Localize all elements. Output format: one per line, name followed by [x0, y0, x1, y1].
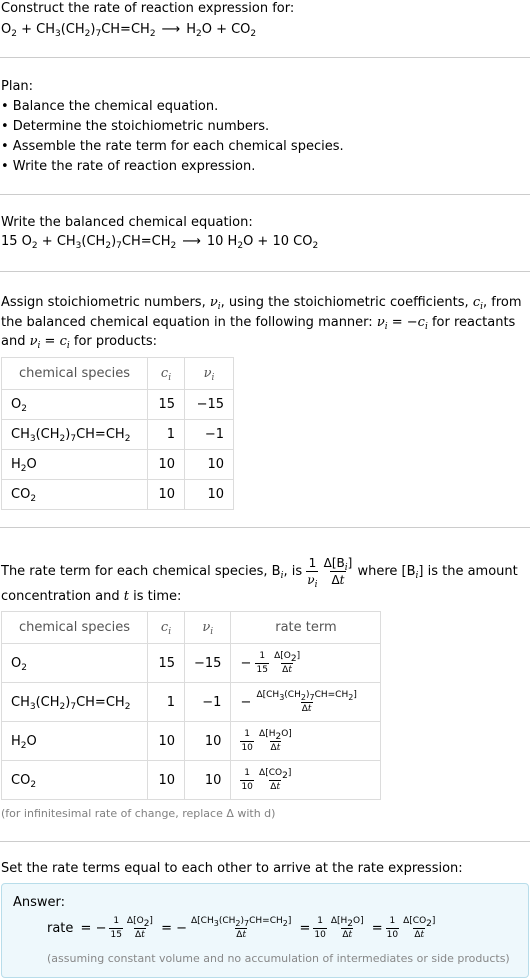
rate-term-text: The rate term for each chemical species, $B_i$, is $\frac{1}{\nu_i}$ $\frac{\Delta[B_i]}{\Delta t}$ where $[B_i]$ is the amount [1, 556, 518, 590]
rate-expression: rate = − $\frac{1}{15}$ $\frac{\Delta[O_2]}{\Delta t}$ = − $\frac{\Delta[CH_3(CH_2)_7CH=CH_2]}{\Delta t}$ = $\frac{1}{10}$ $\frac{\Delta[H_2O]}{\Delta t}$ = $\frac{1}{10}$ $\frac{\Delta[CO_2]}{\Delta t}$ [47, 916, 436, 940]
table-row [2, 450, 234, 480]
c-cell: 15 [148, 644, 185, 683]
nu-cell: 10 [185, 722, 231, 761]
stoich-text: Assign stoichiometric numbers, $\nu_i$, using the stoichiometric coefficients, $c_i$, from [1, 295, 522, 312]
species-cell: $CO_2$ [2, 761, 148, 800]
rate-term-cell: − $\frac{\Delta[CH_3(CH_2)_7CH=CH_2]}{\Delta t}$ [231, 683, 381, 722]
intro-reaction: $O_2 + CH_3(CH_2)_7CH=CH_2$ ⟶ $H_2O + CO_2$ [1, 22, 257, 39]
plan-step: • Balance the chemical equation. [1, 99, 219, 114]
plan-step: • Assemble the rate term for each chemical species. [1, 139, 344, 154]
assumption-note: (assuming constant volume and no accumulation of intermediates or side products) [47, 952, 510, 965]
rate-word: rate [47, 921, 74, 936]
balanced-equation: 15 $O_2 + CH_3(CH_2)_7CH=CH_2$ ⟶ 10 $H_2O + 10$ $CO_2$ [1, 234, 319, 251]
table-header-row [2, 358, 234, 390]
table-row [2, 420, 234, 450]
c-cell: 10 [148, 761, 185, 800]
species-cell: $CH_3(CH_2)_7CH=CH_2$ [2, 420, 148, 450]
col-header: $c_i$ [148, 612, 185, 644]
species-cell: $CH_3(CH_2)_7CH=CH_2$ [2, 683, 148, 722]
divider [0, 194, 530, 195]
nu-cell: 10 [185, 761, 231, 800]
nu-cell: −15 [185, 390, 234, 420]
answer-label: Answer: [13, 895, 66, 910]
rate-term-text: concentration and t is time: [1, 589, 182, 604]
c-cell: 10 [148, 450, 185, 480]
final-heading: Set the rate terms equal to each other to arrive at the rate expression: [1, 861, 463, 876]
table-header-row [2, 612, 381, 644]
plan-step: • Determine the stoichiometric numbers. [1, 119, 270, 134]
stoich-table [1, 357, 234, 510]
species-cell: $H_2O$ [2, 722, 148, 761]
nu-cell: 10 [185, 480, 234, 510]
col-header: rate term [231, 612, 381, 644]
c-cell: 1 [148, 683, 185, 722]
table-row [2, 761, 381, 800]
intro-heading: Construct the rate of reaction expression for: [1, 1, 295, 16]
rate-term-cell: $\frac{1}{10}$ $\frac{\Delta[CO_2]}{\Delta t}$ [231, 761, 381, 800]
divider [0, 57, 530, 58]
nu-cell: −15 [185, 644, 231, 683]
col-header: $\nu_i$ [185, 612, 231, 644]
infinitesimal-note: (for infinitesimal rate of change, replace Δ with d) [1, 807, 276, 820]
reaction-arrow: ⟶ [161, 22, 181, 37]
c-cell: 1 [148, 420, 185, 450]
table-row [2, 390, 234, 420]
col-header: chemical species [2, 358, 148, 390]
divider [0, 271, 530, 272]
nu-cell: −1 [185, 683, 231, 722]
species-cell: $CO_2$ [2, 480, 148, 510]
balanced-heading: Write the balanced chemical equation: [1, 215, 253, 230]
divider [0, 841, 530, 842]
species-cell: $O_2$ [2, 390, 148, 420]
table-row [2, 480, 234, 510]
species-cell: $H_2O$ [2, 450, 148, 480]
table-row [2, 722, 381, 761]
c-cell: 10 [148, 722, 185, 761]
plan-step: • Write the rate of reaction expression. [1, 159, 256, 174]
rate-table [1, 611, 381, 800]
col-header: $\nu_i$ [185, 358, 234, 390]
stoich-text: and $\nu_i = c_i$ for products: [1, 334, 158, 351]
table-row [2, 683, 381, 722]
stoich-text: the balanced chemical equation in the following manner: $\nu_i = -c_i$ for reactants [1, 315, 516, 332]
col-header: chemical species [2, 612, 148, 644]
nu-cell: −1 [185, 420, 234, 450]
nu-cell: 10 [185, 450, 234, 480]
plan-title: Plan: [1, 79, 34, 94]
c-cell: 15 [148, 390, 185, 420]
table-row [2, 644, 381, 683]
species-cell: $O_2$ [2, 644, 148, 683]
col-header: $c_i$ [148, 358, 185, 390]
rate-term-cell: $\frac{1}{10}$ $\frac{\Delta[H_2O]}{\Delta t}$ [231, 722, 381, 761]
answer-box [1, 883, 529, 978]
divider [0, 527, 530, 528]
rate-term-cell: − $\frac{1}{15}$ $\frac{\Delta[O_2]}{\Delta t}$ [231, 644, 381, 683]
c-cell: 10 [148, 480, 185, 510]
